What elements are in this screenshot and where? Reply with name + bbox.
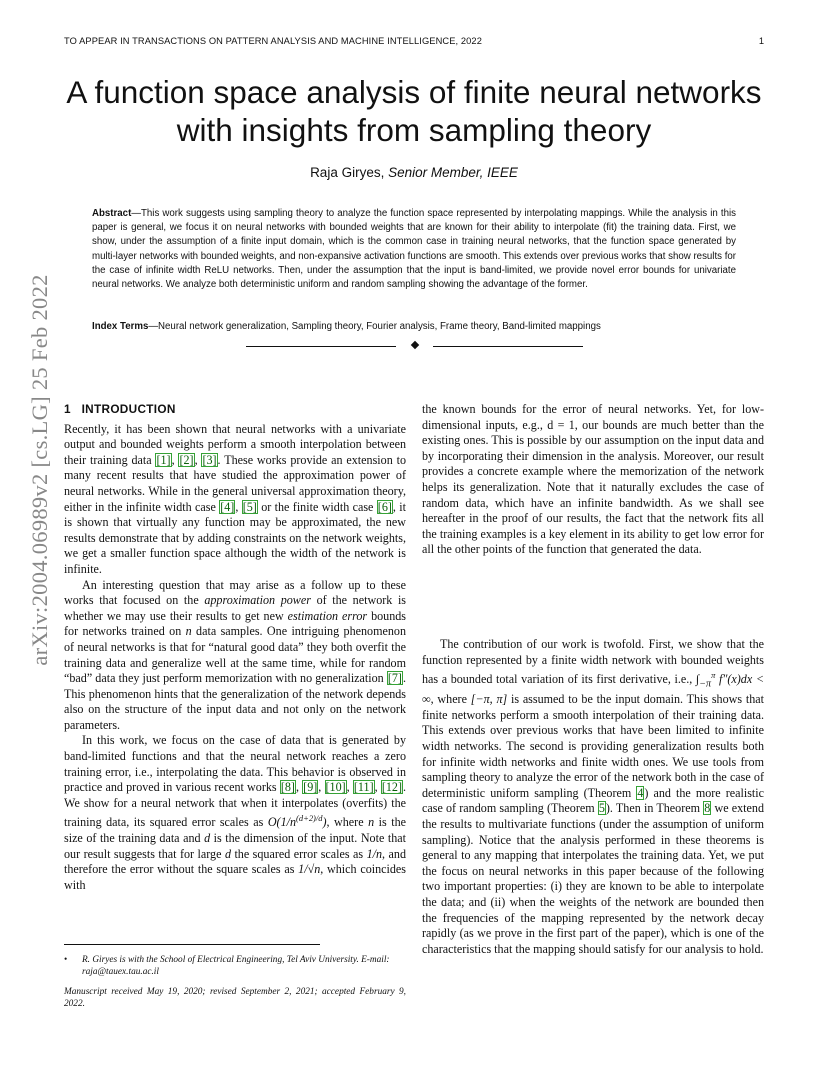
section-heading: [64, 402, 406, 418]
math-upper-limit: π: [711, 670, 716, 681]
theorem-link[interactable]: 5: [598, 801, 605, 816]
emphasis: approximation power: [204, 593, 311, 608]
text-run: The contribution of our work is twofold. First, we show that the function represented by a finite width network with bounded weights has a bounded total variation of its first derivative, i.e.,: [422, 637, 764, 687]
text-run: An interesting question that may arise as a follow up to these works that focused on the: [64, 577, 406, 608]
citation-link[interactable]: [2]: [179, 452, 194, 467]
text-run: . We show for a neural network that when it interpolates (overfits) the training data, its squared error scales as: [64, 780, 407, 830]
emphasis: estimation error: [287, 608, 368, 623]
author-line: [64, 165, 764, 180]
author-name: Raja Giryes,: [310, 165, 385, 180]
index-terms-text: —Neural network generalization, Sampling theory, Fourier analysis, Frame theory, Band-limited mappings: [148, 321, 601, 332]
math-lower-limit: −π: [699, 678, 712, 690]
right-column-top: [422, 402, 764, 558]
page-number: 1: [758, 36, 764, 46]
text-run: bounds for networks trained on: [64, 608, 407, 639]
running-header: TO APPEAR IN TRANSACTIONS ON PATTERN ANALYSIS AND MACHINE INTELLIGENCE, 2022: [64, 36, 482, 46]
text-run: the squared error scales as: [230, 846, 367, 861]
intro-paragraph-2: [64, 578, 406, 734]
text-run: ) and the more realistic case of random sampling (Theorem: [422, 785, 764, 816]
text-run: is assumed to be the input domain. This shows that finite networks perform a smooth interpolation of their training data. This extends over previous works that have been limited to infinite width networks. The second is providing generalization results both for infinite width networks and finite width ones. We use tools from sampling theory to analyze the error of the network both in the case of deterministic uniform sampling (Theorem: [422, 692, 764, 800]
math-run: O(1/n: [267, 815, 297, 830]
intro-paragraph-continued: the known bounds for the error of neural networks. Yet, for low-dimensional inputs, e.g., d = 1, our bounds are much better than the existing ones. This is possible by our assumption on the input data and by incorporating their dimension in the analysis. Moreover, our result provides a concrete example where the memorization of the network helps its generalization. Note that it naturally excludes the case of random data, which have an infinite bandwidth. As we shall see hereafter in the proof of our results, the fact that the network fits all the training examples is a key element in its ability to get low error for all the other points of the function that generated the data.: [422, 402, 764, 557]
section-separator: [246, 339, 583, 355]
citation-link[interactable]: [5]: [242, 499, 257, 514]
math-symbol: [−π, π]: [470, 692, 508, 707]
manuscript-history: Manuscript received May 19, 2020; revised September 2, 2021; accepted February 9, 2022.: [64, 987, 406, 1010]
footnote-bullet: •: [64, 955, 68, 965]
text-run: , which coincides with: [64, 862, 406, 892]
footnote-affiliation: R. Giryes is with the School of Electrical Engineering, Tel Aviv University. E-mail: raja@tauex.tau.ac.il: [82, 955, 390, 978]
citation-link[interactable]: [4]: [220, 499, 235, 514]
text-run: In this work, we focus on the case of data that is generated by band-limited functions and that the neural network reaches a zero training error, i.e., interpolating the data. This behavior is observed in practice and proved in various recent works: [64, 733, 406, 795]
abstract-label: Abstract: [92, 208, 132, 219]
text-run: . These works provide an extension to many recent results that have studied the approximation power of neural networks. While in the general universal approximation theory, either in the infinite width case: [64, 452, 406, 514]
text-run: is the dimension of the input. Note that our result suggests that for large: [64, 831, 406, 861]
contribution-paragraph: [422, 637, 764, 957]
paper-title: A function space analysis of finite neural networks with insights from sampling theory: [66, 74, 762, 148]
intro-paragraph-3: In this work, we focus on the case of data that is generated by band-limited functions and that the neural network reaches a zero training error, i.e., interpolating the data. This behavior is observed in practice and proved in various recent works [8], [9], [10], [11], [12]. We show for a neural network that when it interpolates (overfits) the training data, its squared error scales as $O(1/n^{(d+2)/d})$, where n is the size of the training data and d is the dimension of the input. Note that our result suggests that for large d the squared error scales as 1/n, and therefore the error without the square scales as 1/√n, which coincides with: [64, 733, 407, 892]
citation-link[interactable]: [11]: [353, 780, 374, 795]
abstract-text: —This work suggests using sampling theory to analyze the function space represented by interpolating mappings. While the analysis in this paper is general, we focus it on neural networks with bounded weights that are known for their ability to interpolate (fit) the training data. First, we show, under the assumption of a finite input domain, which is the common case in training neural networks, that the function space generated by multi-layer networks with bounded weights, and non-expansive activation functions are smooth. This extends over previous works that show results for the case of infinite width ReLU networks. Then, under the assumption that the input is band-limited, we provide novel error bounds for univariate neural networks. We analyze both deterministic uniform and random sampling showing the advantage of the former.: [92, 208, 736, 291]
arxiv-identifier-stamp: arXiv:2004.06989v2 [cs.LG] 25 Feb 2022: [27, 274, 52, 666]
author-membership: Senior Member, IEEE: [388, 165, 518, 180]
intro-paragraph-1: Recently, it has been shown that neural networks with a univariate output and bounded weights perform a smooth interpolation between their training data [1], [2], [3]. These works provide an extension to many recent results that have studied the approximation power of neural networks. While in the general universal approximation theory, either in the infinite width case [4], [5] or the finite width case [6], it is shown that virtually any function may be approximated, the new results demonstrate that by adding constraints on the network weights, we get a smaller function space although the width of the network is infinite.: [64, 421, 407, 576]
text-run: is the size of the training data and: [64, 815, 406, 846]
text-run: of the network is whether we may use their results to get new: [64, 593, 407, 623]
citation-link[interactable]: [3]: [202, 452, 217, 467]
citation-link[interactable]: [10]: [325, 780, 346, 795]
text-run: , and therefore the error without the square scales as: [64, 846, 406, 877]
text-run: , it is shown that virtually any function may be approximated, the new results demonstrate that by adding constraints on the network weights, we get a smaller function space although the width of the network is infinite.: [64, 499, 407, 576]
separator-line-left: [246, 346, 396, 347]
footnote: [64, 954, 406, 979]
index-terms: [92, 320, 736, 334]
index-terms-label: Index Terms: [92, 321, 149, 332]
left-column: [64, 402, 406, 893]
citation-link[interactable]: [12]: [381, 780, 402, 795]
math-error-rate: [268, 815, 327, 829]
math-symbol: d: [224, 846, 231, 861]
text-run: , where: [430, 692, 471, 707]
section-title: INTRODUCTION: [81, 402, 176, 416]
right-column-bottom: [422, 637, 764, 957]
text-run: we extend the results to multivariate functions (under the assumption of uniform sampling). Notice that the analysis performed in these theorems is general to any mapping that interpolates the training data. Yet, we put the focus on neural networks in this paper because of the following two important properties: (i) they are known to be able to interpolate the data; and (ii) when the weights of the network are bounded then the frequencies of the mapping represented by the network decay rapidly (as we prove in the first part of the paper), which is one of the characteristics that the mapping should satisfy for our analysis to hold.: [422, 801, 764, 956]
math-symbol: 1/n: [366, 846, 383, 861]
citation-link[interactable]: [6]: [377, 499, 392, 514]
citation-link[interactable]: [8]: [280, 780, 295, 795]
math-symbol: 1/√n: [298, 862, 321, 877]
math-symbol: n: [185, 624, 192, 639]
separator-line-right: [433, 346, 583, 347]
text-run: data samples. One intriguing phenomenon of neural networks is that for “natural good data” they both overfit the training data and generalize well at the same time, while for random “bad” data they just perform memorization with no generalization: [64, 624, 407, 686]
math-run: f″(x)dx < ∞: [422, 672, 764, 707]
math-run: ): [322, 815, 327, 830]
citation-link[interactable]: [1]: [156, 452, 171, 467]
theorem-link[interactable]: 8: [704, 801, 711, 816]
math-symbol: n: [368, 815, 375, 830]
citation-link[interactable]: [9]: [303, 780, 318, 795]
section-number: 1: [64, 402, 71, 416]
abstract: [92, 207, 736, 292]
text-run: , where: [326, 815, 369, 830]
citation-link[interactable]: [7]: [387, 671, 402, 686]
math-run: ∫: [695, 672, 700, 687]
separator-diamond-icon: [410, 341, 418, 349]
text-run: . This phenomenon hints that the generalization of the network depends also on the structure of the input data and not only on the network parameters.: [64, 671, 406, 732]
math-symbol: d: [204, 831, 211, 846]
text-run: Recently, it has been shown that neural networks with a univariate output and bounded weights perform a smooth interpolation between their training data: [64, 421, 406, 467]
theorem-link[interactable]: 4: [637, 785, 644, 800]
text-run: ). Then in Theorem: [605, 801, 704, 816]
math-exponent: (d+2)/d: [296, 813, 323, 824]
footnote-rule: [64, 944, 320, 945]
text-run: or the finite width case: [257, 499, 377, 514]
